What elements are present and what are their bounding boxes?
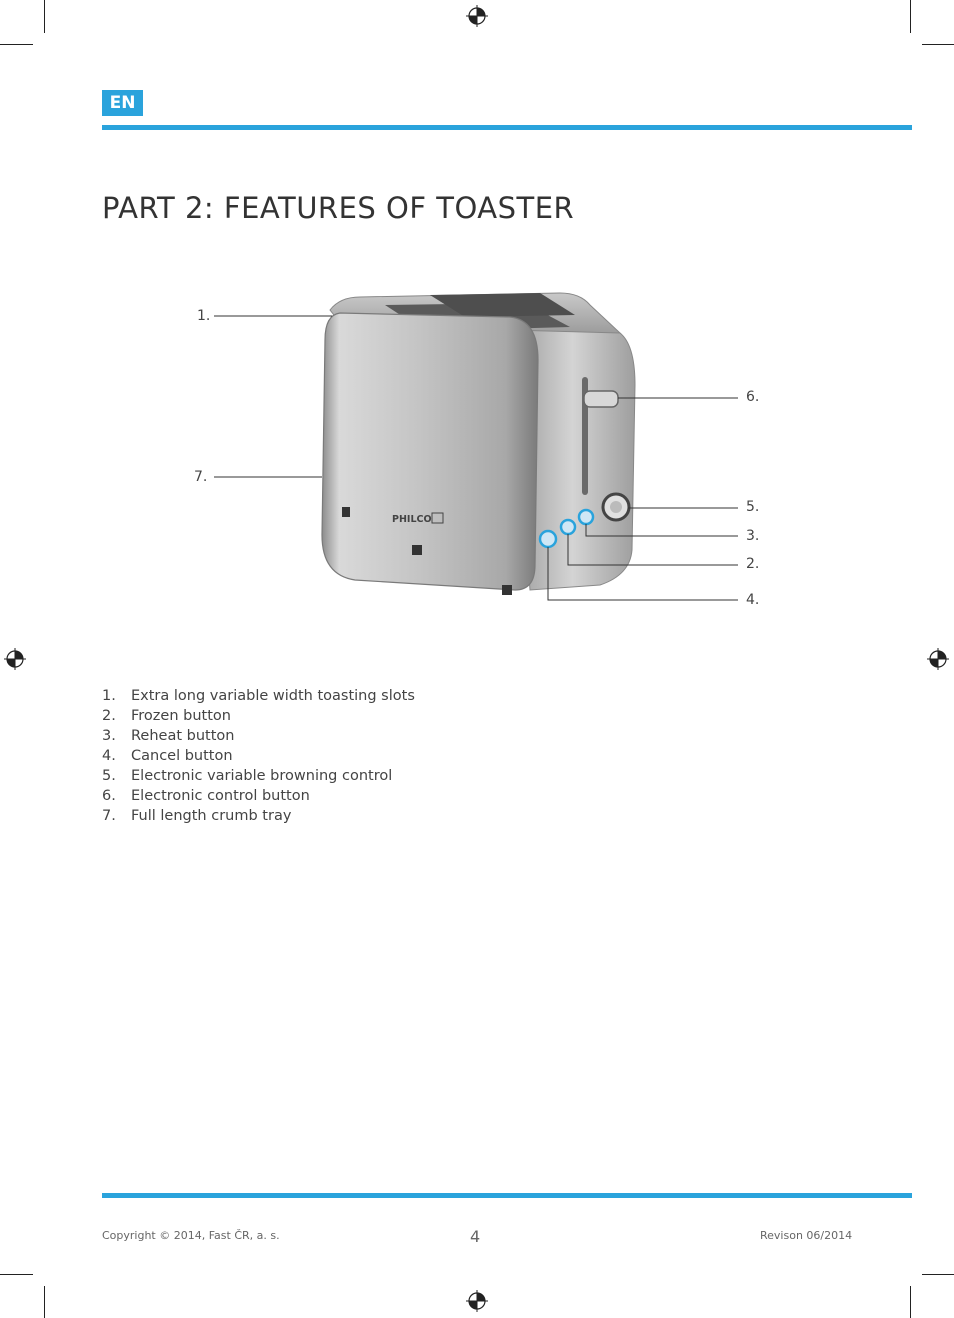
toaster-foot xyxy=(502,585,512,595)
callout-1: 1. xyxy=(197,308,211,324)
crop-mark xyxy=(44,1286,45,1318)
crop-mark xyxy=(0,44,33,45)
browning-dial-center xyxy=(610,501,622,513)
callout-3: 3. xyxy=(746,528,760,544)
footer-rule xyxy=(102,1193,912,1198)
callout-7: 7. xyxy=(194,469,208,485)
toaster-front xyxy=(322,313,538,590)
cancel-button-graphic xyxy=(540,531,556,547)
crop-mark xyxy=(910,1286,911,1318)
registration-mark-icon xyxy=(466,5,488,27)
reheat-button-graphic xyxy=(579,510,593,524)
callout-4: 4. xyxy=(746,592,760,608)
list-item: 1. Extra long variable width toasting slots xyxy=(102,688,415,704)
list-item: 2. Frozen button xyxy=(102,708,231,724)
callout-2: 2. xyxy=(746,556,760,572)
crop-mark xyxy=(922,44,954,45)
list-item: 6. Electronic control button xyxy=(102,788,310,804)
callout-6: 6. xyxy=(746,389,760,405)
list-item: 5. Electronic variable browning control xyxy=(102,768,393,784)
copyright-text: Copyright © 2014, Fast ČR, a. s. xyxy=(102,1229,280,1242)
frozen-button-graphic xyxy=(561,520,575,534)
registration-mark-icon xyxy=(927,648,949,670)
list-item: 7. Full length crumb tray xyxy=(102,808,292,824)
toaster-illustration xyxy=(180,285,780,615)
callout-5: 5. xyxy=(746,499,760,515)
header-rule xyxy=(102,125,912,130)
revision-text: Revison 06/2014 xyxy=(760,1229,853,1242)
registration-mark-icon xyxy=(466,1290,488,1312)
crop-mark xyxy=(44,0,45,33)
crop-mark xyxy=(0,1274,33,1275)
list-item: 4. Cancel button xyxy=(102,748,233,764)
page-number: 4 xyxy=(470,1227,481,1246)
list-item: 3. Reheat button xyxy=(102,728,235,744)
registration-mark-icon xyxy=(4,648,26,670)
toaster-foot xyxy=(412,545,422,555)
crop-mark xyxy=(922,1274,954,1275)
features-list xyxy=(102,686,415,826)
toaster-figure xyxy=(180,285,780,615)
toaster-foot xyxy=(342,507,350,517)
lever-handle xyxy=(584,391,618,407)
brand-label: PHILCO xyxy=(392,514,432,525)
language-badge: EN xyxy=(102,90,143,116)
section-title: PART 2: FEATURES OF TOASTER xyxy=(102,191,575,226)
crop-mark xyxy=(910,0,911,33)
